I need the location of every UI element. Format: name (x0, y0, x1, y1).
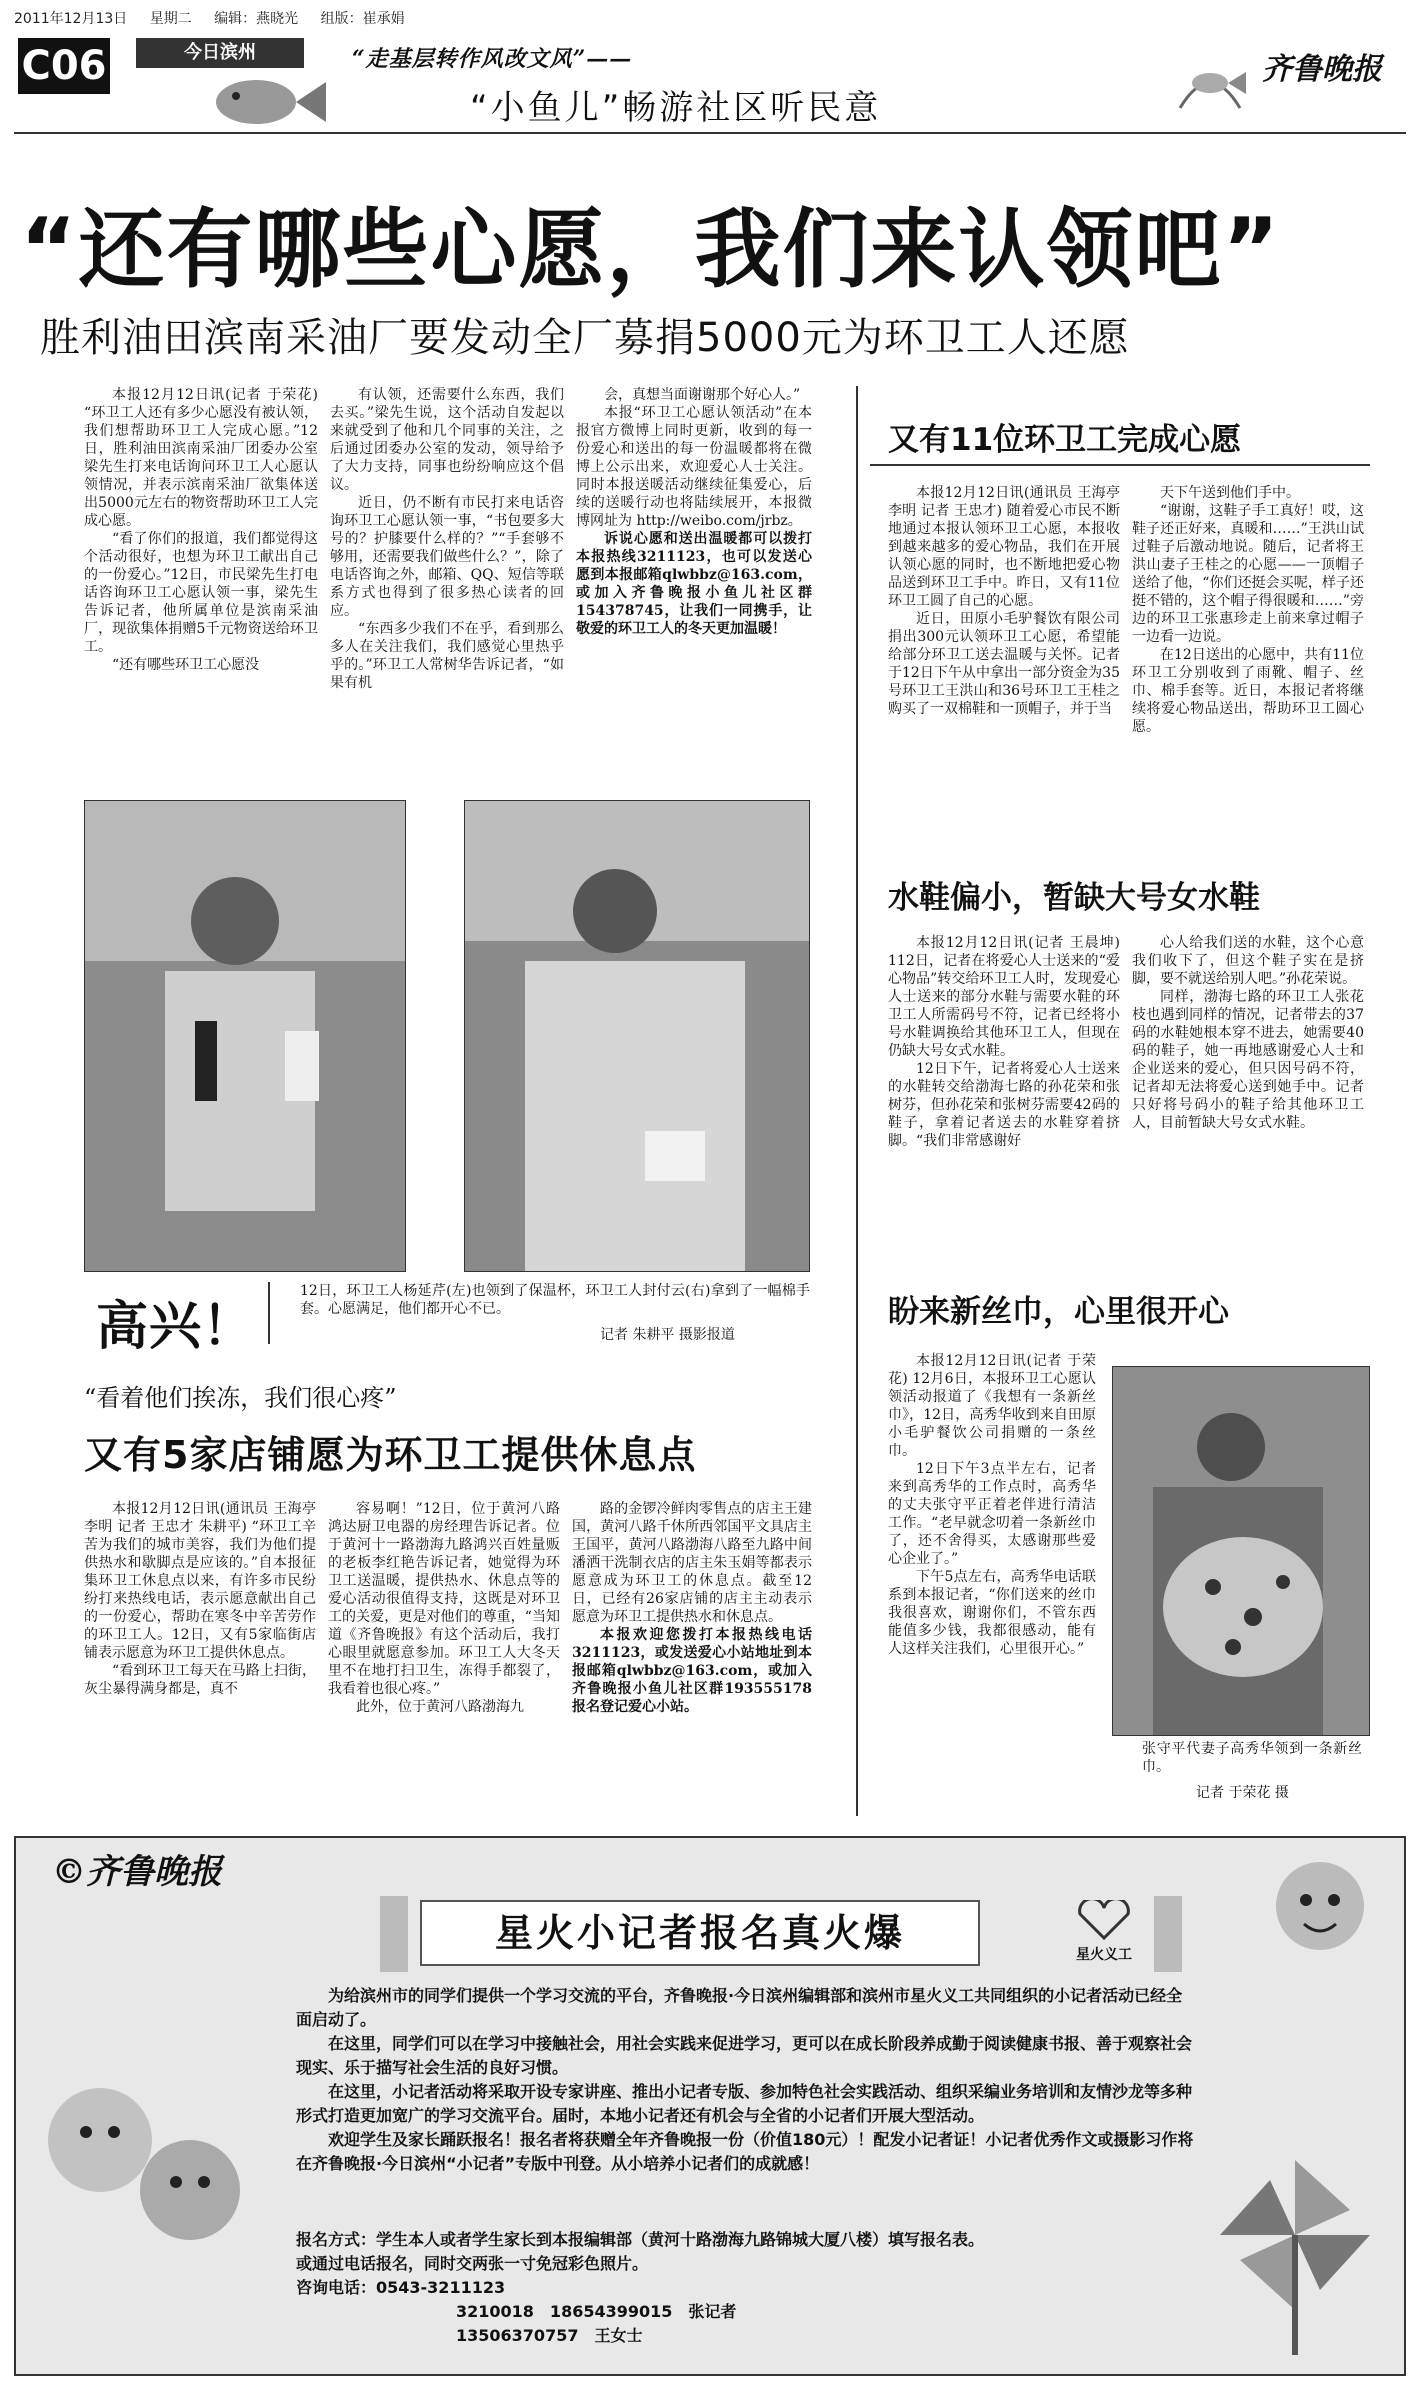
fish-decoration-icon (1160, 38, 1260, 128)
heart-hands-icon (1074, 1900, 1134, 1940)
right1-column-2 (1132, 484, 1364, 868)
ad-brand (1054, 1900, 1154, 1964)
lead-headline: “还有哪些心愿，我们来认领吧” (20, 200, 1282, 300)
right3-paragraph: 下午5点左右，高秀华电话联系到本报记者，“你们送来的丝巾我很喜欢，谢谢你们，不管东西能值多少钱，我都很感动，能有人这样关注我们，心里很开心。” (888, 1569, 1096, 1657)
right3-paragraph: 本报12月12日讯(记者 于荣花) 12月6日，本报环卫工心愿认领活动报道了《我想有一条新丝巾》，12日，高秀华收到来自田原小毛驴餐饮公司捐赠的一条丝巾。 (888, 1353, 1096, 1459)
shop-paragraph: 路的金锣冷鲜肉零售点的店主王建国，黄河八路千休所西邻国平文具店主王国平，黄河八路渤海八路至九路中间潘洒干洗制衣店的店主朱玉娟等都表示愿意成为环卫工的休息点。截至12日，已经有26家店铺的店主主动表示愿意为环卫工提供热水和休息点。 (572, 1501, 812, 1625)
lead-paragraph: “东西多少我们不在乎，看到那么多人在关注我们，我们感觉心里热乎乎的。”环卫工人常树华告诉记者，“如果有机 (330, 621, 564, 691)
right2-paragraph: 12日下午，记者将爱心人士送来的水鞋转交给渤海七路的孙花荣和张树芬，但孙花荣和张树芬需要42码的鞋子，拿着记者送去的水鞋穿着挤脚。“我们非常感谢好 (888, 1061, 1120, 1149)
shop-paragraph: 本报12月12日讯(通讯员 王海亭 李明 记者 王忠才 朱耕平) “环卫工辛苦为我们的城市美容，我们为他们提供热水和歇脚点是应该的。”自本报征集环卫工休息点以来，有许多市民纷纷打来热线电话，表示愿意献出自己的一份爱心，帮助在寒冬中辛苦劳作的环卫工人。12日，又有5家临街店铺表示愿意为环卫工提供休息点。 (84, 1501, 316, 1661)
shop-column-2 (328, 1500, 560, 1790)
photo-label-divider (268, 1282, 270, 1344)
layout-credit: 组版：崔承娟 (320, 11, 405, 27)
shop-column-3 (572, 1500, 812, 1790)
right1-paragraph: 在12日送出的心愿中，共有11位环卫工分别收到了雨靴、帽子、丝巾、棉手套等。近日，本报记者将继续将爱心物品送出，帮助环卫工圆心愿。 (1132, 647, 1364, 735)
photo-credit: 记者 朱耕平 摄影报道 (600, 1327, 735, 1343)
lead-column-1 (84, 386, 318, 764)
header-meta (14, 8, 423, 28)
ad-paragraph: 为给滨州市的同学们提供一个学习交流的平台，齐鲁晚报·今日滨州编辑部和滨州市星火义工共同组织的小记者活动已经全面启动了。 (296, 1986, 1183, 2029)
ad-paragraph: 欢迎学生及家长踊跃报名！报名者将获赠全年齐鲁晚报一份（价值180元）！配发小记者证！小记者优秀作文或摄影习作将在齐鲁晚报·今日滨州“小记者”专版中刊登。从小培养小记者们的成就感！ (296, 2130, 1194, 2173)
ad-method2: 或通过电话报名，同时交两张一寸免冠彩色照片。 (296, 2254, 649, 2273)
right2-paragraph: 心人给我们送的水鞋，这个心意我们收下了，但这个鞋子实在是挤脚，要不就送给别人吧。”孙花荣说。 (1132, 935, 1364, 987)
series-tag: “走基层转作风改文风”—— (352, 46, 633, 72)
lead-subheadline: 胜利油田滨南采油厂要发动全厂募捐5000元为环卫工人还愿 (40, 315, 1130, 361)
shop-paragraph-bold: 本报欢迎您拨打本报热线电话3211123，或发送爱心小站地址到本报邮箱qlwbbz@163.com，或加入齐鲁晚报小鱼儿社区群193555178报名登记爱心小站。 (572, 1627, 812, 1715)
photo-sanitation-worker-left (84, 800, 406, 1272)
right2-column-1 (888, 934, 1120, 1254)
section-tab: 今日滨州 (136, 38, 304, 68)
shop-headline: 又有5家店铺愿为环卫工提供休息点 (84, 1433, 697, 1477)
ad-paragraph: 在这里，同学们可以在学习中接触社会，用社会实践来促进学习，更可以在成长阶段养成勤于阅读健康书报、善于观察社会现实、乐于描写社会生活的良好习惯。 (296, 2034, 1193, 2077)
lead-column-3 (576, 386, 812, 764)
lead-paragraph: 有认领，还需要什么东西，我们去买。”梁先生说，这个活动自发起以来就受到了他和几个同事的关注，之后通过团委办公室的发动，领导给予了大力支持，同事也纷纷响应这个倡议。 (330, 387, 564, 493)
editor-credit: 编辑：燕晓光 (214, 11, 299, 27)
cartoon-kid-icon (1250, 1846, 1390, 1976)
lead-paragraph: 会，真想当面谢谢那个好心人。” (604, 387, 801, 403)
right3-photo-caption: 张守平代妻子高秀华领到一条新丝巾。 (1142, 1741, 1362, 1775)
right3-headline: 盼来新丝巾，心里很开心 (888, 1294, 1229, 1330)
ad-title: 星火小记者报名真火爆 (494, 1911, 905, 1955)
lead-paragraph: “还有哪些环卫工心愿没 (112, 657, 260, 673)
ad-paragraph: 在这里，小记者活动将采取开设专家讲座、推出小记者专版、参加特色社会实践活动、组织采编业务培训和友情沙龙等多种形式打造更加宽广的学习交流平台。届时，本地小记者还有机会与全省的小记者们开展大型活动。 (296, 2082, 1193, 2125)
ad-phone-label: 咨询电话：0543-3211123 (296, 2278, 506, 2297)
photo-placeholder-icon (1113, 1367, 1370, 1736)
photo-placeholder-icon (85, 801, 406, 1272)
right1-paragraph: “谢谢，这鞋子手工真好！哎，这鞋子还正好来，真暖和……”王洪山试过鞋子后激动地说。随后，记者将王洪山妻子王桂之的心愿——一顶帽子送给了他，“你们还挺会买呢，样子还挺不错的，这个帽子得很暖和……”旁边的环卫工张惠珍走上前来拿过帽子一边看一边说。 (1132, 503, 1364, 645)
ad-phone-2: 3210018 18654399015 张记者 (456, 2302, 737, 2321)
page-number: C06 (18, 38, 110, 94)
shop-kicker: “看着他们挨冻，我们很心疼” (84, 1384, 397, 1412)
issue-weekday: 星期二 (149, 11, 192, 27)
ad-title-box (420, 1900, 980, 1966)
series-subtitle: “小鱼儿”畅游社区听民意 (470, 88, 882, 128)
shop-paragraph: 此外，位于黄河八路渤海九 (356, 1699, 524, 1715)
right3-column (888, 1352, 1096, 1792)
lead-paragraph: 近日，仍不断有市民打来电话咨询环卫工心愿认领一事，“书包要多大号的？护膝要什么样的？”“手套够不够用，还需要我们做些什么？”，除了电话咨询之外，邮箱、QQ、短信等联系方式也得到了很多热心读者的回应。 (330, 495, 564, 619)
cartoon-kids-icon (30, 2060, 260, 2290)
photo-sanitation-worker-right (464, 800, 810, 1272)
photo-silk-scarf (1112, 1366, 1370, 1736)
photo-big-label: 高兴！ (96, 1297, 256, 1357)
ad-title-ornament-right (1154, 1896, 1182, 1972)
ad-logo: ©齐鲁晚报 (52, 1852, 222, 1892)
photo-caption: 12日，环卫工人杨延芹(左)也领到了保温杯，环卫工人封付云(右)拿到了一幅棉手套。心愿满足，他们都开心不已。 (300, 1283, 810, 1317)
right2-paragraph: 本报12月12日讯(记者 王晨坤) 112日，记者在将爱心人士送来的“爱心物品”转交给环卫工人时，发现爱心人士送来的部分水鞋与需要水鞋的环卫工人所需码号不符，记者已经将小号水鞋调换给其他环卫工人，但现在仍缺大号女式水鞋。 (888, 935, 1120, 1059)
lead-column-2 (330, 386, 564, 764)
right1-paragraph: 天下午送到他们手中。 (1160, 485, 1300, 501)
shop-paragraph: “看到环卫工每天在马路上扫街，灰尘暴得满身都是，真不 (84, 1663, 316, 1697)
ad-method: 报名方式：学生本人或者学生家长到本报编辑部（黄河十路渤海九路锦城大厦八楼）填写报名表。 (296, 2230, 985, 2249)
column-divider (856, 386, 858, 1816)
shop-paragraph: 容易啊！”12日，位于黄河八路鸿达厨卫电器的房经理告诉记者。位于黄河十一路渤海九路鸿兴百姓量贩的老板李红艳告诉记者，她觉得为环卫工送温暖，提供热水、休息点等的爱心活动很值得支持，这既是对环卫工的关爱，更是对他们的尊重，“当知道《齐鲁晚报》有这个活动后，我打心眼里就愿意参加。环卫工人大冬天里不在地打扫卫生，冻得手都裂了，我看着也很心疼。” (328, 1501, 560, 1697)
ad-body (296, 1984, 1196, 2176)
ad-phone-3: 13506370757 王女士 (456, 2326, 643, 2345)
ad-brand-name: 星火义工 (1076, 1947, 1132, 1963)
ad-title-ornament-left (380, 1896, 408, 1972)
right2-paragraph: 同样，渤海七路的环卫工人张花枝也遇到同样的情况，记者带去的37码的水鞋她根本穿不进去，她需要40码的鞋子，她一再地感谢爱心人士和企业送来的爱心，但只因号码不符，记者却无法将爱心送到她手中。记者只好将号码小的鞋子给其他环卫工人，目前暂缺大号女式水鞋。 (1132, 989, 1364, 1131)
pinwheel-icon (1210, 2150, 1380, 2360)
shop-column-1 (84, 1500, 316, 1790)
photo-placeholder-icon (465, 801, 810, 1272)
right2-headline: 水鞋偏小，暂缺大号女水鞋 (888, 880, 1260, 916)
right1-rule (870, 464, 1370, 466)
right3-paragraph: 12日下午3点半左右，记者来到高秀华的工作点时，高秀华的丈夫张守平正着老伴进行清洁工作。“老早就念叨着一条新丝巾了，还不舍得买，太感谢那些爱心企业了。” (888, 1461, 1096, 1567)
lead-paragraph: “看了你们的报道，我们都觉得这个活动很好，也想为环卫工献出自己的一份爱心。”12日，市民梁先生打电话咨询环卫工心愿认领一事，梁先生告诉记者，他所属单位是滨南采油厂，现欲集体捐赠5千元物资送给环卫工。 (84, 531, 318, 655)
lead-paragraph: 本报12月12日讯(记者 于荣花) “环卫工人还有多少心愿没有被认领，我们想帮助环卫工人完成心愿。”12日，胜利油田滨南采油厂团委办公室梁先生打来电话询问环卫工人心愿认领情况，并表示滨南采油厂欲集体送出5000元左右的物资帮助环卫工人完成心愿。 (84, 387, 318, 529)
right1-headline: 又有11位环卫工完成心愿 (888, 422, 1242, 458)
right1-paragraph: 本报12月12日讯(通讯员 王海亭 李明 记者 王忠才) 随着爱心市民不断地通过本报认领环卫工心愿，本报收到越来越多的爱心物品，我们在开展认领心愿的同时，也不断地把爱心物品送到环卫工手中。昨日，又有11位环卫工圆了自己的心愿。 (888, 485, 1120, 609)
right2-column-2 (1132, 934, 1364, 1254)
issue-date: 2011年12月13日 (14, 11, 128, 27)
ad-contact (296, 2228, 984, 2348)
right3-photo-credit: 记者 于荣花 摄 (1196, 1785, 1289, 1801)
right1-column-1 (888, 484, 1120, 868)
lead-paragraph-bold: 诉说心愿和送出温暖都可以拨打本报热线3211123，也可以发送心愿到本报邮箱qlwbbz@163.com，或加入齐鲁晚报小鱼儿社区群154378745，让我们一同携手，让敬爱的环卫工人的冬天更加温暖！ (576, 531, 812, 637)
lead-paragraph: 本报“环卫工心愿认领活动”在本报官方微博上同时更新，收到的每一份爱心和送出的每一份温暖都将在微博上公示出来，欢迎爱心人士关注。同时本报送暖活动继续征集爱心，后续的送暖行动也将陆续展开，本报微博网址为 http://weibo.com/jrbz。 (576, 405, 812, 529)
right1-paragraph: 近日，田原小毛驴餐饮有限公司捐出300元认领环卫工心愿，希望能给部分环卫工送去温暖与关怀。记者于12日下午从中拿出一部分资金为35号环卫工王洪山和36号环卫工王桂之购买了一双棉鞋和一顶帽子，并于当 (888, 611, 1120, 717)
masthead-logo: 齐鲁晚报 (1262, 52, 1382, 87)
